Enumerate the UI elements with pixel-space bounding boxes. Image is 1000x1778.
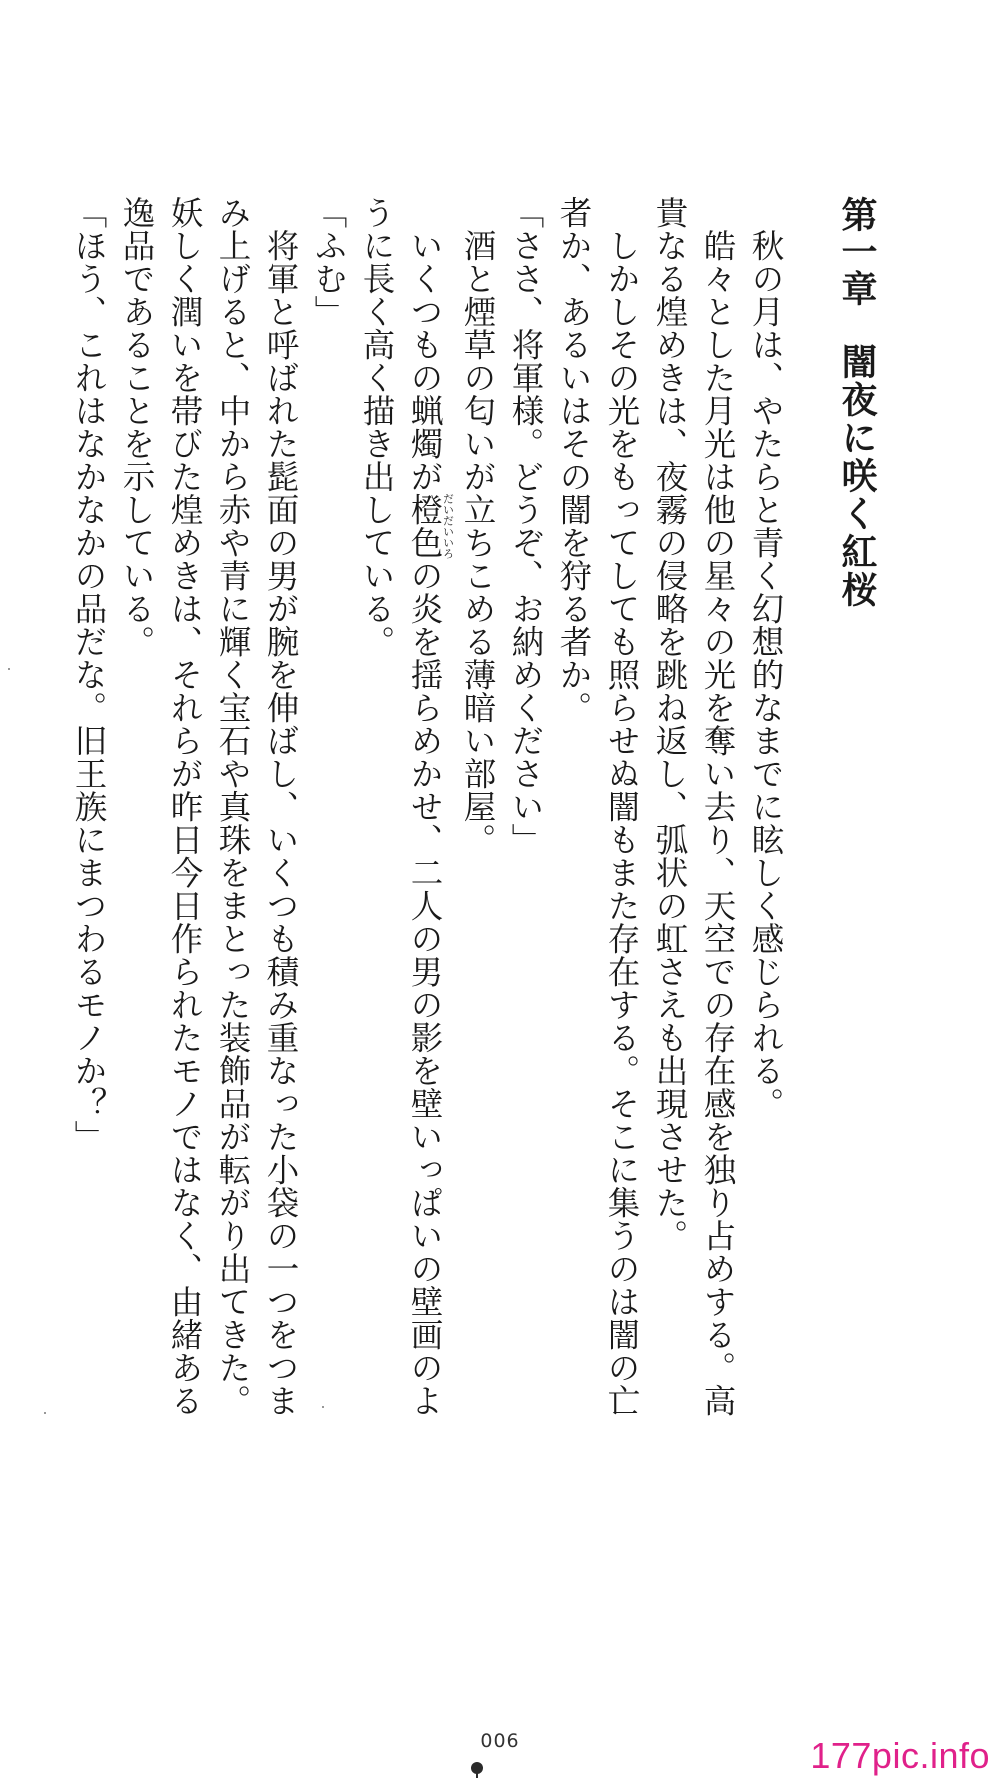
furigana-daidaiiro <box>406 493 455 559</box>
dialogue-1: 「ささ、将軍様。どうぞ、お納めください」 <box>507 196 545 856</box>
chapter-number: 第一章 <box>836 196 877 307</box>
page-number: 006 <box>480 1730 520 1752</box>
page-dot-tick <box>476 1772 478 1778</box>
paragraph-2: 皓々とした月光は他の星々の光を奪い去り、天空での存在感を独り占めする。高貴なる煌めきは、夜霧の侵略を跳ね返し、弧状の虹さえも出現させた。 <box>651 196 737 1417</box>
watermark: 177pic.info <box>810 1735 990 1776</box>
paragraph-5 <box>353 196 454 1426</box>
ruby-base: 橙色 <box>406 493 444 559</box>
paragraph-5-before: いくつもの蝋燭が <box>406 196 444 493</box>
chapter-title: 闇夜に咲く紅桜 <box>836 343 877 609</box>
vertical-text-body <box>70 196 880 1426</box>
paragraph-1: 秋の月は、やたらと青く幻想的なまでに眩しく感じられる。 <box>747 196 785 1120</box>
paragraph-6: 将軍と呼ばれた髭面の男が腕を伸ばし、いくつも積み重なった小袋の一つをつまみ上げると、中から赤や青に輝く宝石や真珠をまとった装飾品が転がり出てきた。妖しく潤いを帯びた煌めきは、それらが昨日今日作られたモノではなく、由緒ある逸品であることを示している。 <box>118 196 300 1417</box>
paragraph-5-after: の炎を揺らめかせ、二人の男の影を壁いっぱいの壁画のように長く高く描き出している。 <box>358 196 444 1417</box>
scan-speck <box>44 1412 46 1414</box>
scan-speck <box>322 1406 324 1408</box>
ruby-text: だいだいいろ <box>441 493 455 559</box>
scan-speck <box>8 668 10 670</box>
chapter-heading <box>832 196 880 1426</box>
paragraph-3: しかしその光をもってしても照らせぬ闇もまた存在する。そこに集うのは闇の亡者か、あるいはその闇を狩る者か。 <box>555 196 641 1417</box>
dialogue-2: 「ふむ」 <box>310 196 348 328</box>
dialogue-3: 「ほう、これはなかなかの品だな。旧王族にまつわるモノか？」 <box>70 196 108 1153</box>
paragraph-4: 酒と煙草の匂いが立ちこめる薄暗い部屋。 <box>459 196 497 856</box>
